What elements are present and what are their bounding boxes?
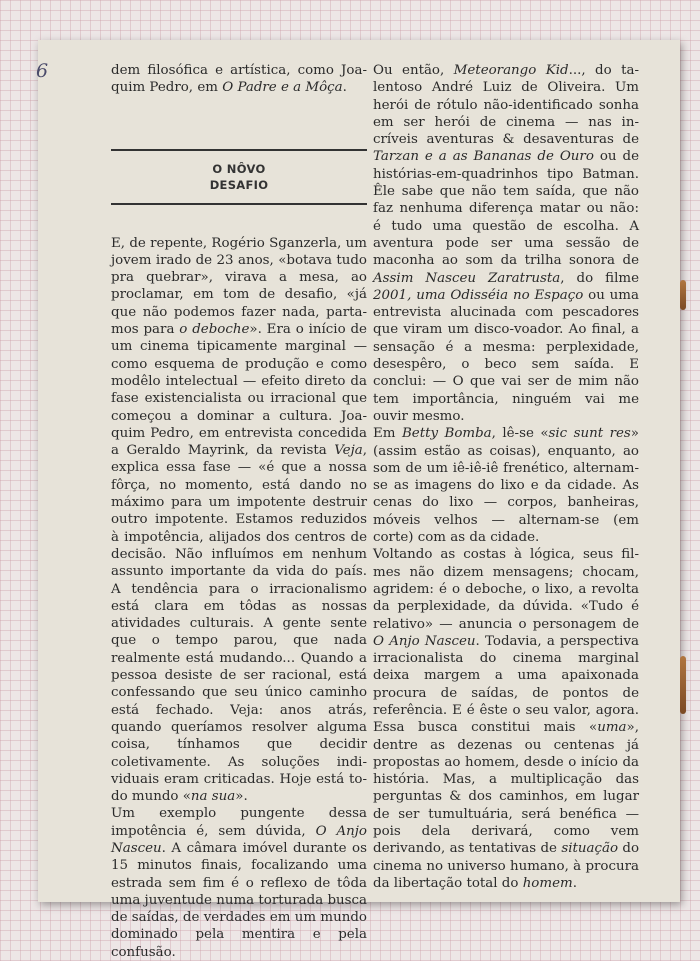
body-paragraph: Um exemplo pungente dessa impotência é, sem dúvida, O Anjo Nasceu. A câmara imóvel durante os 15 minutos finais, focalizando uma estrada sem fim é o reflexo de tôda uma juventude numa torturada busca de saídas, de verdades em um mundo dominado pela mentira e pela confusão. [111, 806, 367, 960]
section-heading [111, 149, 367, 193]
page-number: 6 [36, 60, 49, 82]
body-paragraph: Em Betty Bomba, lê-se «sic sunt res» (assim estão as coisas), enquanto, ao som de um iê-iê-iê frenético, alternam-se as imagens do lixo e da cidade. As cenas do lixo — corpos, banheiras, móveis velhos — alternam-se (em corte) com as da cidade. [373, 426, 639, 546]
intro-paragraph: dem filosófica e artística, como Joaquim Pedro, em O Padre e a Môça. [111, 63, 367, 96]
body-paragraph: Ou então, Meteorango Kid..., do talentoso André Luiz de Oliveira. Um herói de rótulo não-identificado sonha em ser herói de cinema — nas incríveis aventuras & desaventuras de Tarzan e a as Bananas de Ouro ou de histórias-em-quadrinhos tipo Batman. Êle sabe que não tem saída, que não faz nenhuma diferença matar ou não: é tudo uma questão de escolha. A aventura pode ser uma sessão de maconha ao som da trilha sonora de Assim Nasceu Zaratrusta, do filme 2001, uma Odisséia no Espaço ou uma entrevista alucinada com pescadores que viram um disco-voador. Ao final, a sensação é a mesma: perplexidade, desespêro, o beco sem saída. E conclui: — O que vai ser de mim não tem importância, ninguém vai me ouvir mesmo. [373, 63, 639, 424]
section-title-line1: O NÔVO [212, 161, 266, 176]
section-rule [111, 203, 367, 205]
rust-stain [680, 280, 686, 310]
left-column [111, 62, 367, 961]
rust-stain [680, 656, 686, 714]
body-paragraph: E, de repente, Rogério Sganzerla, um jovem irado de 23 anos, «botava tudo pra quebrar», virava a mesa, ao proclamar, em tom de desafio, «já que não podemos fazer nada, partamos para o deboche». Era o início de um cinema tipicamente marginal — como esquema de produção e como modêlo intelectual — efeito direto da fase existencialista ou irracional que começou a dominar a cultura. Joaquim Pedro, em entrevista concedida a Geraldo Mayrink, da revista Veja, explica essa fase — «é que a nossa fôrça, no momento, está dando no máximo para um impotente destruir outro impotente. Estamos reduzidos à impotência, alijados dos centros de decisão. Não influímos em nenhum assunto importante da vida do país. A tendência para o irracionalismo está clara em tôdas as nossas atividades culturais. A gente sente que o tempo parou, que nada realmente está mudando... Quando a pessoa desiste de ser racional, está confessando que seu único caminho está fechado. Veja: anos atrás, quando queríamos resolver alguma coisa, tínhamos que decidir coletivamente. As soluções individuais eram criticadas. Hoje está todo mundo «na sua». [111, 235, 367, 805]
section-title-line2: DESAFIO [209, 177, 269, 192]
body-paragraph: Voltando as costas à lógica, seus filmes não dizem mensagens; chocam, agridem: é o deboche, o lixo, a revolta da perplexidade, da dúvida. «Tudo é relativo» — anuncia o personagem de O Anjo Nasceu. Todavia, a perspectiva irracionalista do cinema marginal deixa margem a uma apaixonada procura de saídas, de pontos de referência. E é êste o seu valor, agora. Essa busca constitui mais «uma», dentre as dezenas ou centenas já propostas ao homem, desde o início da história. Mas, a multiplicação das perguntas & dos caminhos, em lugar de ser tumultuária, será benéfica — pois dela derivará, como vem derivando, as tentativas de situação do cinema no universo humano, à procura da libertação total do homem. [373, 547, 640, 891]
right-column [373, 62, 639, 892]
